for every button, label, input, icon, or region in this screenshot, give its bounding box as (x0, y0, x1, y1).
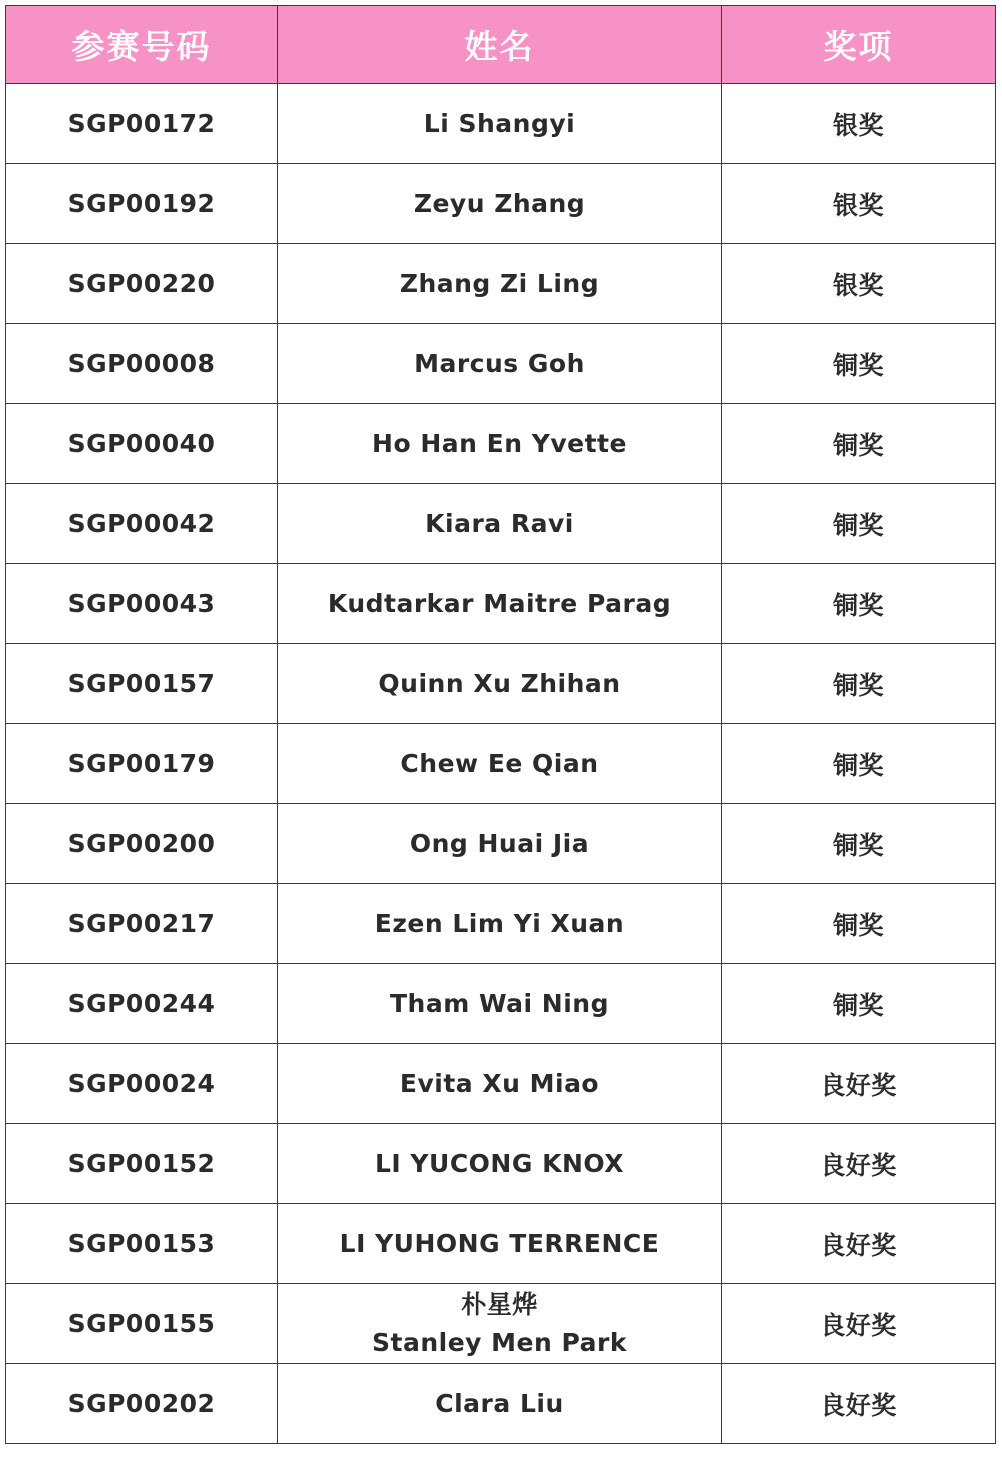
name-cell (278, 1124, 722, 1204)
entry-number-cell: SGP00202 (6, 1364, 278, 1444)
entry-number-cell: SGP00155 (6, 1284, 278, 1364)
table-row (6, 1284, 996, 1364)
name-line: Kiara Ravi (425, 508, 574, 538)
name-cell (278, 84, 722, 164)
entry-number-cell: SGP00043 (6, 564, 278, 644)
name-line: Li Shangyi (423, 108, 576, 138)
award-cell: 铜奖 (722, 724, 996, 804)
name-line: Tham Wai Ning (390, 988, 609, 1018)
name-cell (278, 804, 722, 884)
entry-number-cell: SGP00244 (6, 964, 278, 1044)
award-cell: 良好奖 (722, 1364, 996, 1444)
name-line: Marcus Goh (414, 348, 585, 378)
name-cell (278, 244, 722, 324)
name-cell (278, 884, 722, 964)
entry-number-cell: SGP00153 (6, 1204, 278, 1284)
award-cell: 铜奖 (722, 484, 996, 564)
table-row (6, 804, 996, 884)
table-row (6, 964, 996, 1044)
name-line: Stanley Men Park (372, 1327, 627, 1357)
entry-number-cell: SGP00024 (6, 1044, 278, 1124)
entry-number-cell: SGP00008 (6, 324, 278, 404)
name-cell (278, 324, 722, 404)
table-row (6, 564, 996, 644)
name-line: Chew Ee Qian (400, 748, 599, 778)
award-cell: 良好奖 (722, 1204, 996, 1284)
name-line: Evita Xu Miao (399, 1068, 600, 1098)
entry-number-cell: SGP00217 (6, 884, 278, 964)
name-line: Ho Han En Yvette (372, 428, 627, 458)
table-row (6, 404, 996, 484)
name-line: Zeyu Zhang (413, 188, 586, 218)
entry-number-cell: SGP00042 (6, 484, 278, 564)
table-row (6, 324, 996, 404)
table-row (6, 1044, 996, 1124)
name-cell (278, 404, 722, 484)
table-row (6, 164, 996, 244)
name-cell (278, 564, 722, 644)
award-cell: 银奖 (722, 164, 996, 244)
award-cell: 铜奖 (722, 644, 996, 724)
entry-number-cell: SGP00040 (6, 404, 278, 484)
name-line: LI YUHONG TERRENCE (339, 1228, 660, 1258)
table-row (6, 724, 996, 804)
entry-number-cell: SGP00179 (6, 724, 278, 804)
entry-number-cell: SGP00172 (6, 84, 278, 164)
award-cell: 铜奖 (722, 804, 996, 884)
award-cell: 银奖 (722, 84, 996, 164)
header-entry-number: 参赛号码 (6, 6, 278, 84)
entry-number-cell: SGP00152 (6, 1124, 278, 1204)
name-cell (278, 484, 722, 564)
entry-number-cell: SGP00220 (6, 244, 278, 324)
table-row (6, 1204, 996, 1284)
name-line: LI YUCONG KNOX (374, 1148, 625, 1178)
entry-number-cell: SGP00157 (6, 644, 278, 724)
table-body (6, 84, 996, 1444)
header-award: 奖项 (722, 6, 996, 84)
award-cell: 良好奖 (722, 1284, 996, 1364)
name-cell (278, 724, 722, 804)
results-table (5, 5, 996, 1444)
table-row (6, 884, 996, 964)
award-cell: 银奖 (722, 244, 996, 324)
table-row (6, 644, 996, 724)
name-line: Quinn Xu Zhihan (378, 668, 621, 698)
name-line: 朴星烨 (461, 1289, 538, 1319)
award-cell: 铜奖 (722, 564, 996, 644)
table-row (6, 1124, 996, 1204)
table-header-row (6, 6, 996, 84)
entry-number-cell: SGP00192 (6, 164, 278, 244)
name-cell (278, 1364, 722, 1444)
award-cell: 铜奖 (722, 964, 996, 1044)
name-cell (278, 164, 722, 244)
table-row (6, 484, 996, 564)
name-cell (278, 1044, 722, 1124)
award-cell: 铜奖 (722, 884, 996, 964)
name-line: Ong Huai Jia (409, 828, 590, 858)
award-cell: 铜奖 (722, 404, 996, 484)
award-cell: 良好奖 (722, 1124, 996, 1204)
header-name: 姓名 (278, 6, 722, 84)
name-line: Ezen Lim Yi Xuan (374, 908, 625, 938)
name-line: Clara Liu (435, 1388, 564, 1418)
name-cell (278, 1284, 722, 1364)
table-row (6, 1364, 996, 1444)
table-row (6, 84, 996, 164)
award-cell: 良好奖 (722, 1044, 996, 1124)
table-row (6, 244, 996, 324)
award-cell: 铜奖 (722, 324, 996, 404)
name-cell (278, 1204, 722, 1284)
name-cell (278, 964, 722, 1044)
name-line: Kudtarkar Maitre Parag (327, 588, 672, 618)
entry-number-cell: SGP00200 (6, 804, 278, 884)
name-line: Zhang Zi Ling (399, 268, 600, 298)
name-cell (278, 644, 722, 724)
